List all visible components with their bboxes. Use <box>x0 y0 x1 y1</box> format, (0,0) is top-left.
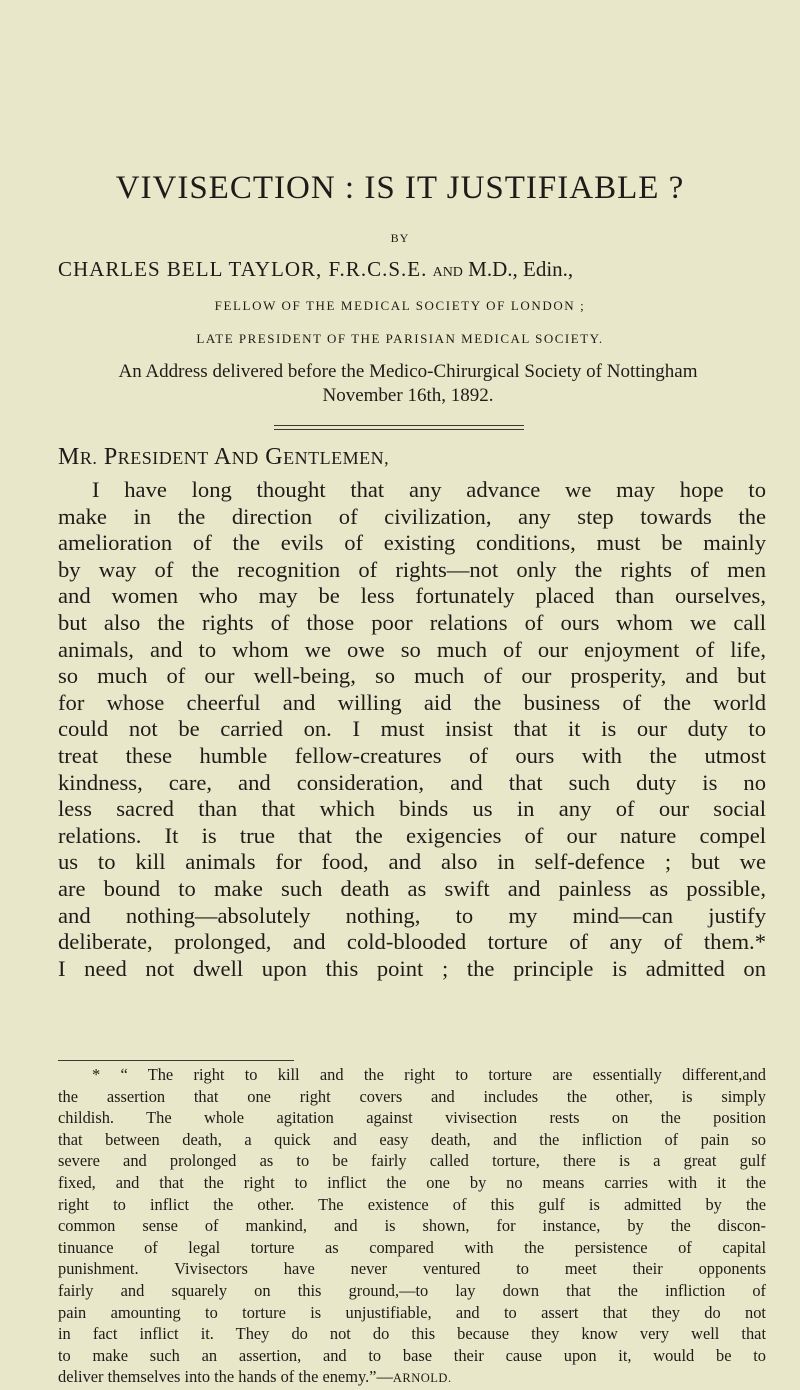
footnote-line: the assertion that one right covers and includes the other, is simply <box>58 1086 766 1106</box>
salutation <box>58 443 778 472</box>
body-line: relations. It is true that the exigencies of our nature compel <box>58 822 766 848</box>
body-line: make in the direction of civilization, any step towards the <box>58 503 766 529</box>
body-line: and nothing—absolutely nothing, to my mind—can justify <box>58 902 766 928</box>
footnote-line: fairly and squarely on this ground,—to lay down that the infliction of <box>58 1280 766 1300</box>
body-line: animals, and to whom we owe so much of our enjoyment of life, <box>58 636 766 662</box>
page-title: VIVISECTION : IS IT JUSTIFIABLE ? <box>115 170 685 206</box>
footnote-line: to make such an assertion, and to base their cause upon it, would be to <box>58 1345 766 1365</box>
footnote-last-text: deliver themselves into the hands of the enemy.”— <box>58 1367 393 1387</box>
author-edin: Edin., <box>523 257 574 281</box>
section-divider <box>274 425 524 430</box>
body-line: kindness, care, and consideration, and that such duty is no <box>58 769 766 795</box>
author-fellowship: FELLOW OF THE MEDICAL SOCIETY OF LONDON ; <box>214 298 586 313</box>
body-line: could not be carried on. I must insist that it is our duty to <box>58 716 766 742</box>
author-presidency: LATE PRESIDENT OF THE PARISIAN MEDICAL SOCIETY. <box>196 331 604 346</box>
author-and: AND <box>432 265 463 280</box>
byline-by: BY <box>390 231 410 245</box>
body-line: less sacred than that which binds us in any of our social <box>58 796 766 822</box>
body-paragraph <box>58 477 766 982</box>
footnote <box>58 1064 766 1390</box>
body-line: for whose cheerful and willing aid the business of the world <box>58 689 766 715</box>
footnote-line: pain amounting to torture is unjustifiable, and to assert that they do not <box>58 1302 766 1322</box>
body-line: and women who may be less fortunately placed than ourselves, <box>58 583 766 609</box>
body-line: I have long thought that any advance we may hope to <box>92 477 766 502</box>
author-line <box>58 256 778 286</box>
footnote-line: common sense of mankind, and is shown, for instance, by the discon- <box>58 1216 766 1236</box>
footnote-line: right to inflict the other. The existence of this gulf is admitted by the <box>58 1194 766 1214</box>
footnote-line: that between death, a quick and easy death, and the infliction of pain so <box>58 1129 766 1149</box>
address-note <box>58 360 758 408</box>
salutation-text: MR. PRESIDENT AND GENTLEMEN, <box>58 444 390 470</box>
footnote-line: fixed, and that the right to inflict the one by no means carries with it the <box>58 1172 766 1192</box>
footnote-line: in fact inflict it. They do not do this because they know very well that <box>58 1324 766 1344</box>
footnote-line: * “ The right to kill and the right to torture are essentially different,and <box>92 1065 766 1084</box>
body-line: treat these humble fellow-creatures of ours with the utmost <box>58 742 766 768</box>
body-line: I need not dwell upon this point ; the principle is admitted on <box>58 955 766 981</box>
footnote-line: severe and prolonged as to be fairly called torture, there is a great gulf <box>58 1151 766 1171</box>
body-line: deliberate, prolonged, and cold-blooded torture of any of them.* <box>58 929 766 955</box>
body-line: are bound to make such death as swift and painless as possible, <box>58 875 766 901</box>
body-line: by way of the recognition of rights—not only the rights of men <box>58 556 766 582</box>
footnote-line <box>58 1366 766 1390</box>
address-line-2: November 16th, 1892. <box>322 385 494 406</box>
author-name: CHARLES BELL TAYLOR, F.R.C.S.E. <box>58 257 428 281</box>
footnote-line: tinuance of legal torture as compared with the persistence of capital <box>58 1237 766 1257</box>
footnote-attribution: ARNOLD. <box>392 1371 452 1386</box>
body-line: amelioration of the evils of existing conditions, must be mainly <box>58 530 766 556</box>
footnote-rule <box>58 1060 294 1061</box>
body-line: so much of our well-being, so much of our prosperity, and but <box>58 663 766 689</box>
body-line: us to kill animals for food, and also in self-defence ; but we <box>58 849 766 875</box>
body-line: but also the rights of those poor relations of ours whom we call <box>58 609 766 635</box>
footnote-line: childish. The whole agitation against vivisection rests on the position <box>58 1108 766 1128</box>
footnote-line: punishment. Vivisectors have never ventured to meet their opponents <box>58 1259 766 1279</box>
author-degree: M.D., <box>468 257 524 281</box>
address-line-1: An Address delivered before the Medico-Chirurgical Society of Nottingham <box>118 361 698 382</box>
